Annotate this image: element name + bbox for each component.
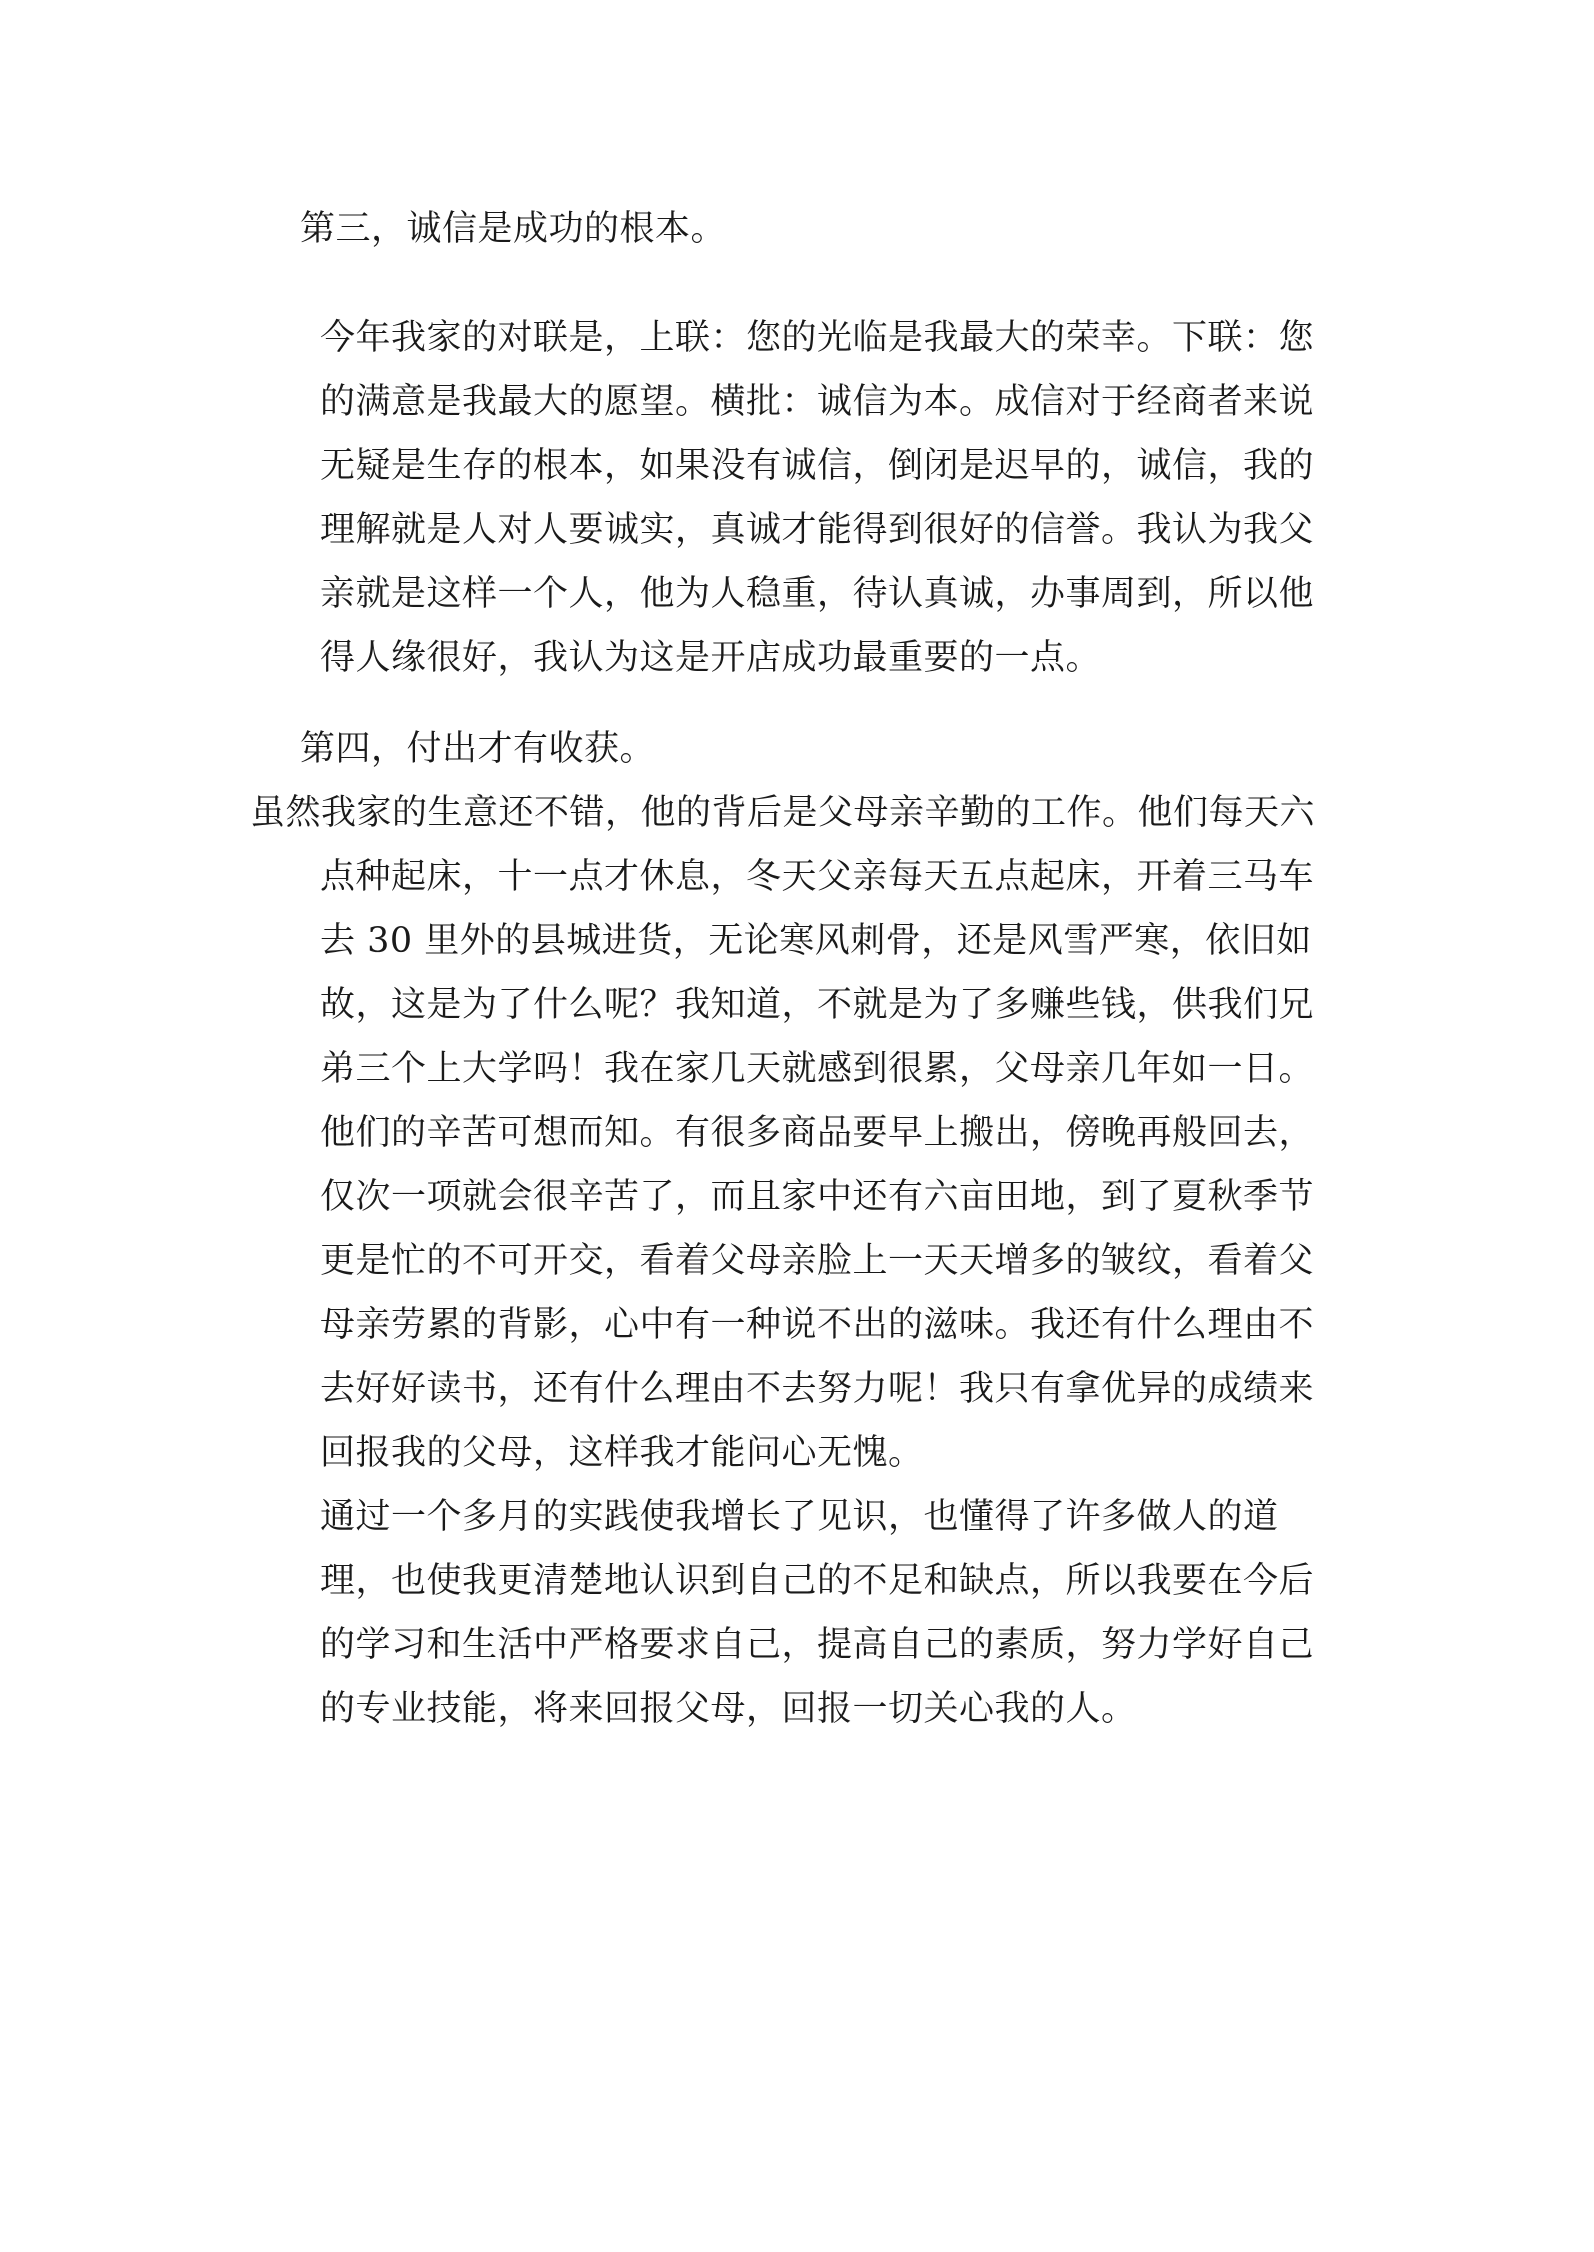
paragraph-line: 亲就是这样一个人，他为人稳重，待认真诚，办事周到，所以他 — [320, 574, 1315, 614]
paragraph-line: 今年我家的对联是，上联：您的光临是我最大的荣幸。下联：您 — [320, 318, 1315, 358]
paragraph-line: 弟三个上大学吗！我在家几天就感到很累，父母亲几年如一日。 — [320, 1049, 1315, 1089]
paragraph-line: 母亲劳累的背影，心中有一种说不出的滋味。我还有什么理由不 — [320, 1305, 1315, 1345]
paragraph-line: 理解就是人对人要诚实，真诚才能得到很好的信誉。我认为我父 — [320, 510, 1315, 550]
paragraph-line: 无疑是生存的根本，如果没有诚信，倒闭是迟早的，诚信，我的 — [320, 446, 1315, 486]
paragraph-line: 的专业技能，将来回报父母，回报一切关心我的人。 — [320, 1689, 1137, 1729]
paragraph-line: 虽然我家的生意还不错，他的背后是父母亲辛勤的工作。他们每天六 — [250, 793, 1316, 833]
section-heading-3: 第三，诚信是成功的根本。 — [300, 209, 727, 249]
paragraph-line: 理，也使我更清楚地认识到自己的不足和缺点，所以我要在今后 — [320, 1561, 1315, 1601]
paragraph-line: 去 30 里外的县城进货，无论寒风刺骨，还是风雪严寒，依旧如 — [320, 921, 1312, 961]
paragraph-line: 故，这是为了什么呢？我知道，不就是为了多赚些钱，供我们兄 — [320, 985, 1315, 1025]
section-heading-4: 第四，付出才有收获。 — [300, 729, 656, 769]
paragraph-line: 的学习和生活中严格要求自己，提高自己的素质，努力学好自己 — [320, 1625, 1315, 1665]
paragraph-line: 回报我的父母，这样我才能问心无愧。 — [320, 1433, 924, 1473]
paragraph-line: 他们的辛苦可想而知。有很多商品要早上搬出，傍晚再般回去， — [320, 1113, 1315, 1153]
paragraph-line: 去好好读书，还有什么理由不去努力呢！我只有拿优异的成绩来 — [320, 1369, 1315, 1409]
paragraph-line: 更是忙的不可开交，看着父母亲脸上一天天增多的皱纹，看着父 — [320, 1241, 1315, 1281]
paragraph-line: 通过一个多月的实践使我增长了见识，也懂得了许多做人的道 — [320, 1497, 1279, 1537]
paragraph-line: 的满意是我最大的愿望。横批：诚信为本。成信对于经商者来说 — [320, 382, 1315, 422]
paragraph-line: 仅次一项就会很辛苦了，而且家中还有六亩田地，到了夏秋季节 — [320, 1177, 1315, 1217]
paragraph-line: 得人缘很好，我认为这是开店成功最重要的一点。 — [320, 638, 1102, 678]
paragraph-line: 点种起床，十一点才休息，冬天父亲每天五点起床，开着三马车 — [320, 857, 1315, 897]
